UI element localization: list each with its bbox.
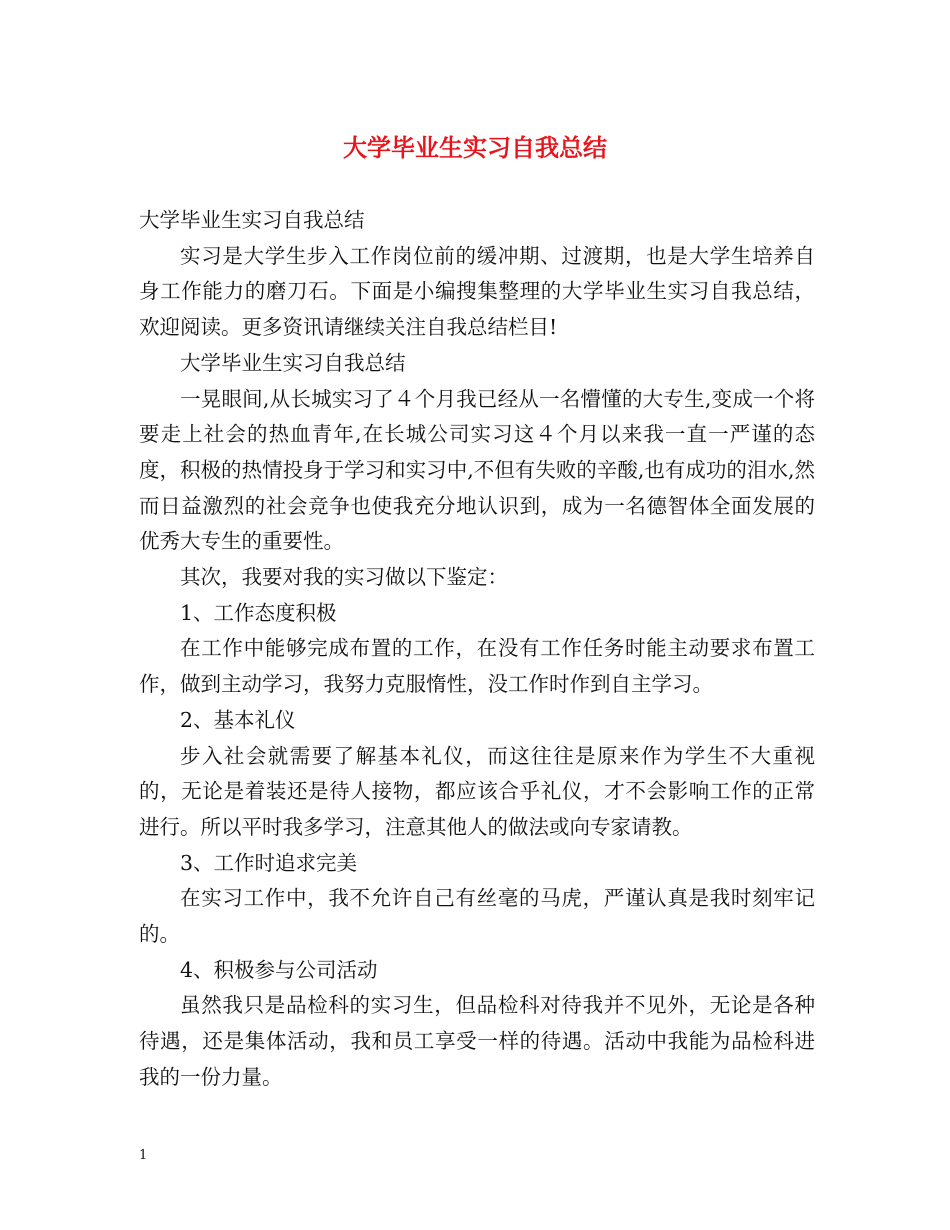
page-title: 大学毕业生实习自我总结 xyxy=(343,133,607,162)
paragraph: 实习是大学生步入工作岗位前的缓冲期、过渡期，也是大学生培养自身工作能力的磨刀石。下面是小编搜集整理的大学毕业生实习自我总结，欢迎阅读。更多资讯请继续关注自我总结栏目! xyxy=(139,243,815,340)
paragraph: 虽然我只是品检科的实习生，但品检科对待我并不见外，无论是各种待遇，还是集体活动，我和员工享受一样的待遇。活动中我能为品检科进我的一份力量。 xyxy=(139,993,815,1089)
paragraph: 在工作中能够完成布置的工作，在没有工作任务时能主动要求布置工作，做到主动学习，我努力克服惰性，没工作时作到自主学习。 xyxy=(139,636,815,697)
section-heading: 3、工作时追求完美 xyxy=(180,850,358,875)
section-heading: 1、工作态度积极 xyxy=(180,600,337,625)
paragraph: 大学毕业生实习自我总结 xyxy=(180,350,406,375)
section-heading: 4、积极参与公司活动 xyxy=(180,957,378,982)
paragraph: 大学毕业生实习自我总结 xyxy=(139,208,365,232)
paragraph: 在实习工作中，我不允许自己有丝毫的马虎，严谨认真是我时刻牢记的。 xyxy=(139,886,815,947)
page-number: 1 xyxy=(139,1148,148,1163)
paragraph: 其次，我要对我的实习做以下鉴定： xyxy=(180,565,508,590)
paragraph: 一晃眼间,从长城实习了４个月我已经从一名懵懂的大专生,变成一个将要走上社会的热血青年,在长城公司实习这４个月以来我一直一严谨的态度，积极的热情投身于学习和实习中,不但有失败的辛酸,也有成功的泪水,然而日益激烈的社会竞争也使我充分地认识到，成为一名德智体全面发展的优秀大专生的重要性。 xyxy=(139,386,815,554)
paragraph: 步入社会就需要了解基本礼仪，而这往往是原来作为学生不大重视的，无论是着装还是待人接物，都应该合乎礼仪，才不会影响工作的正常进行。所以平时我多学习，注意其他人的做法或向专家请教。 xyxy=(139,743,815,839)
section-heading: 2、基本礼仪 xyxy=(180,707,296,732)
document-body xyxy=(139,203,815,1096)
